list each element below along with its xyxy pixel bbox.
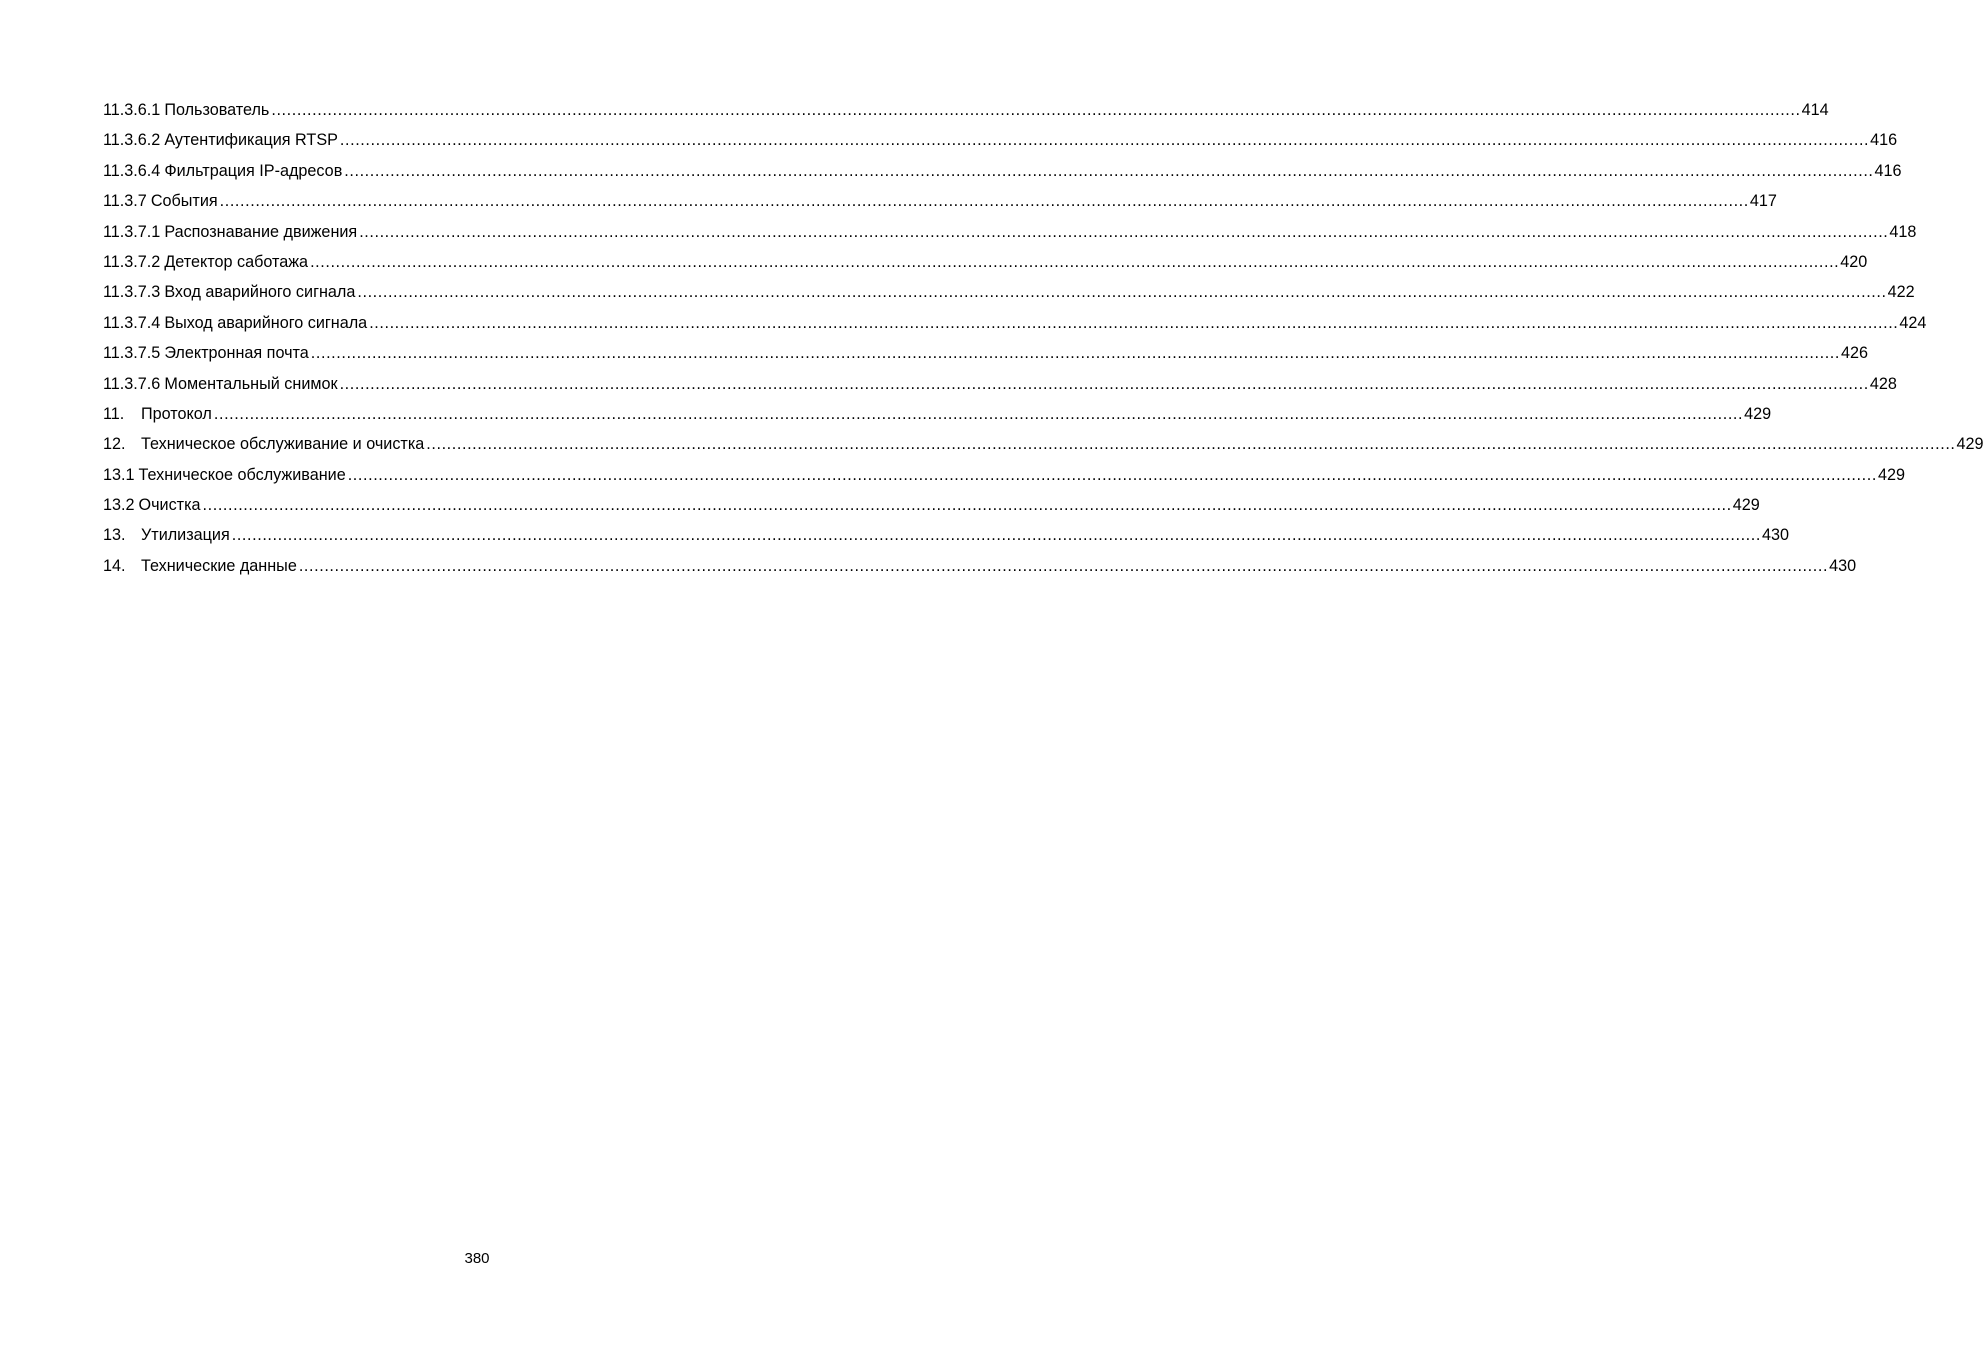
toc-entry-number: 11.3.7.5 [103, 344, 161, 363]
toc-entry-title: Техническое обслуживание [138, 465, 346, 484]
toc-entry-number: 11.3.6.4 [103, 161, 161, 180]
toc-entry-title: Утилизация [141, 526, 230, 545]
dot-leader: ............................................................................................................................................................................................................................................................................................................ [213, 404, 1744, 423]
toc-entry-number: 13.1 [103, 465, 135, 484]
toc-entry[interactable] [103, 279, 1915, 309]
toc-entry-page: 417 [1749, 192, 1777, 211]
toc-entry-page: 428 [1869, 374, 1897, 393]
toc-entry-title: Фильтрация IP-адресов [164, 161, 343, 180]
toc-entry-title: События [150, 192, 218, 211]
toc-entry[interactable] [103, 310, 1927, 340]
dot-leader: ............................................................................................................................................................................................................................................................................................................ [347, 465, 1877, 484]
toc-entry-title: Электронная почта [164, 344, 309, 363]
toc-entry-number: 11.3.6.2 [103, 131, 161, 150]
table-of-contents [103, 97, 1984, 583]
toc-entry[interactable] [103, 431, 1984, 461]
dot-leader: ............................................................................................................................................................................................................................................................................................................ [339, 131, 1870, 150]
toc-entry-number: 11.3.6.1 [103, 101, 161, 119]
toc-entry-page: 429 [1956, 435, 1984, 454]
toc-entry-page: 424 [1899, 313, 1927, 332]
dot-leader: ............................................................................................................................................................................................................................................................................................................ [369, 313, 1899, 332]
toc-entry-number: 11.3.7.3 [103, 283, 161, 302]
toc-entry-title: Моментальный снимок [164, 374, 338, 393]
toc-entry-title: Аутентификация RTSP [164, 131, 338, 150]
toc-entry-title: Протокол [141, 404, 212, 423]
toc-entry[interactable] [103, 553, 1857, 583]
toc-entry[interactable] [103, 97, 1829, 127]
toc-entry-page: 416 [1870, 131, 1898, 150]
toc-entry-title: Детектор саботажа [164, 252, 309, 271]
toc-entry-title: Выход аварийного сигнала [164, 313, 368, 332]
dot-leader: ............................................................................................................................................................................................................................................................................................................ [298, 556, 1829, 575]
toc-entry-page: 430 [1761, 526, 1789, 545]
toc-entry-number: 11.3.7 [103, 192, 147, 211]
toc-entry[interactable] [103, 219, 1917, 249]
toc-entry-title: Очистка [138, 496, 201, 515]
dot-leader: ............................................................................................................................................................................................................................................................................................................ [310, 344, 1841, 363]
dot-leader: ............................................................................................................................................................................................................................................................................................................ [202, 496, 1732, 515]
toc-entry-number: 11.3.7.4 [103, 313, 161, 332]
toc-entry-title: Технические данные [141, 556, 297, 575]
toc-entry-page: 414 [1801, 101, 1829, 119]
toc-entry-page: 416 [1874, 161, 1902, 180]
dot-leader: ............................................................................................................................................................................................................................................................................................................ [310, 252, 1840, 271]
toc-entry[interactable] [103, 158, 1902, 188]
toc-entry-page: 422 [1887, 283, 1915, 302]
toc-entry-title: Распознавание движения [164, 222, 358, 241]
toc-entry-number: 13. [103, 526, 126, 545]
toc-entry-number: 11. [103, 404, 125, 423]
dot-leader: ............................................................................................................................................................................................................................................................................................................ [219, 192, 1749, 211]
dot-leader: ............................................................................................................................................................................................................................................................................................................ [231, 526, 1761, 545]
toc-entry-page: 418 [1889, 222, 1917, 241]
toc-entry[interactable] [103, 188, 1777, 218]
toc-entry-page: 429 [1877, 465, 1905, 484]
toc-entry[interactable] [103, 371, 1897, 401]
toc-entry-title: Вход аварийного сигнала [164, 283, 356, 302]
toc-entry-page: 429 [1744, 404, 1772, 423]
toc-entry[interactable] [103, 462, 1905, 492]
toc-entry-page: 429 [1732, 496, 1760, 515]
toc-entry[interactable] [103, 492, 1760, 522]
dot-leader: ............................................................................................................................................................................................................................................................................................................ [344, 161, 1874, 180]
dot-leader: ............................................................................................................................................................................................................................................................................................................ [357, 283, 1887, 302]
toc-entry[interactable] [103, 401, 1772, 431]
toc-entry-number: 12. [103, 435, 126, 454]
toc-entry-number: 11.3.7.6 [103, 374, 161, 393]
page-number: 380 [464, 1250, 490, 1267]
toc-entry-title: Техническое обслуживание и очистка [141, 435, 425, 454]
toc-entry-number: 11.3.7.2 [103, 252, 161, 271]
toc-entry-number: 14. [103, 556, 126, 575]
toc-entry[interactable] [103, 522, 1789, 552]
dot-leader: ............................................................................................................................................................................................................................................................................................................ [271, 101, 1801, 119]
toc-entry[interactable] [103, 127, 1898, 157]
toc-entry-page: 420 [1840, 252, 1868, 271]
dot-leader: ............................................................................................................................................................................................................................................................................................................ [359, 222, 1889, 241]
dot-leader: ............................................................................................................................................................................................................................................................................................................ [426, 435, 1956, 454]
toc-entry-page: 426 [1841, 344, 1869, 363]
toc-entry[interactable] [103, 340, 1869, 370]
toc-entry-number: 11.3.7.1 [103, 222, 161, 241]
toc-entry[interactable] [103, 249, 1868, 279]
toc-entry-title: Пользователь [164, 101, 270, 119]
toc-entry-number: 13.2 [103, 496, 135, 515]
dot-leader: ............................................................................................................................................................................................................................................................................................................ [339, 374, 1869, 393]
toc-entry-page: 430 [1829, 556, 1857, 575]
